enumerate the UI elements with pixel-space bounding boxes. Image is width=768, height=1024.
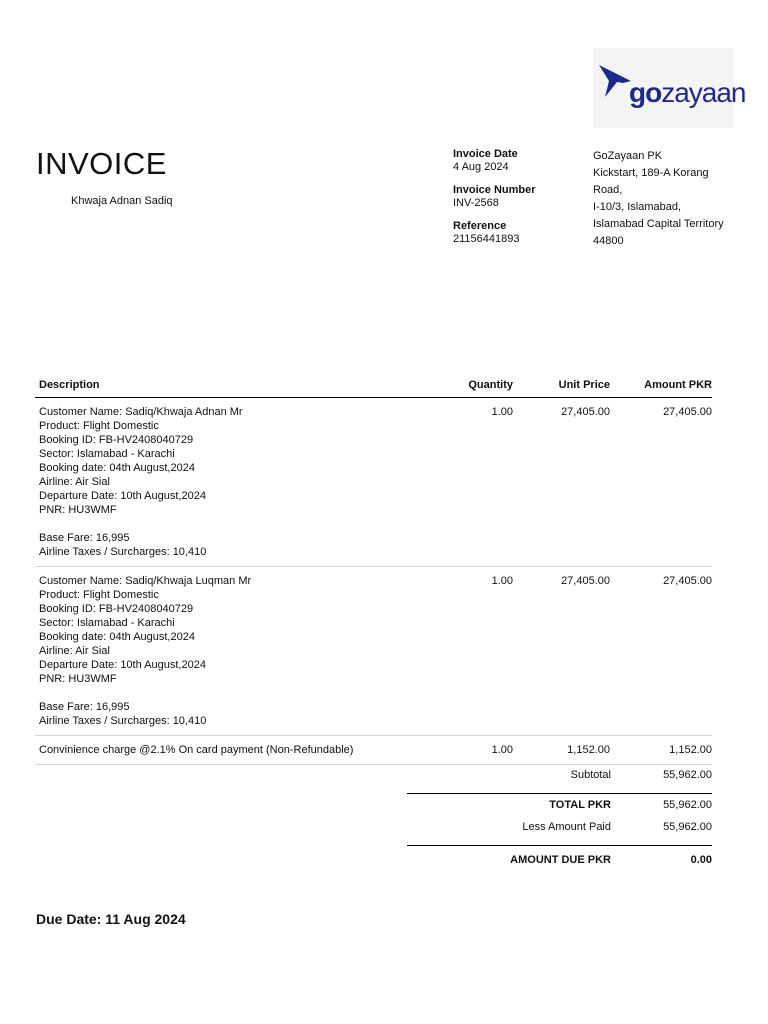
- company-line: GoZayaan PK: [593, 150, 663, 162]
- company-line: 44800: [593, 235, 624, 247]
- company-address: [593, 148, 743, 250]
- total-value: 55,962.00: [663, 799, 712, 811]
- subtotal-row: [407, 764, 712, 786]
- amount-paid-label: Less Amount Paid: [522, 821, 611, 833]
- header-amount: Amount PKR: [644, 378, 712, 391]
- description-line: Airline: Air Sial: [39, 476, 110, 488]
- header-description: Description: [39, 378, 100, 391]
- company-line: Islamabad Capital Territory: [593, 218, 724, 230]
- invoice-title: INVOICE: [36, 146, 167, 181]
- description-line: PNR: HU3WMF: [39, 673, 117, 685]
- description-line: Booking date: 04th August,2024: [39, 462, 195, 474]
- amount-paid-value: 55,962.00: [663, 821, 712, 833]
- description-line: Departure Date: 10th August,2024: [39, 490, 206, 502]
- due-date: Due Date: 11 Aug 2024: [36, 911, 186, 927]
- description-line: Sector: Islamabad - Karachi: [39, 448, 175, 460]
- gozayaan-logo: [593, 48, 746, 128]
- company-line: Road,: [593, 184, 623, 196]
- description-line: Booking ID: FB-HV2408040729: [39, 603, 194, 615]
- row-unit-price: 27,405.00: [561, 406, 610, 418]
- table-row: [35, 736, 712, 765]
- row-quantity: 1.00: [491, 744, 513, 756]
- totals-section: [407, 764, 712, 874]
- row-description: [35, 574, 439, 728]
- invoice-number: INV-2568: [453, 197, 499, 209]
- amount-due-label: AMOUNT DUE PKR: [510, 854, 611, 866]
- table-row: [35, 567, 712, 736]
- table-row: [35, 398, 712, 567]
- description-line: Customer Name: Sadiq/Khwaja Luqman Mr: [39, 575, 252, 587]
- customer-name: Khwaja Adnan Sadiq: [71, 195, 173, 207]
- row-quantity: 1.00: [491, 406, 513, 418]
- total-label: TOTAL PKR: [549, 799, 611, 811]
- description-line: PNR: HU3WMF: [39, 504, 117, 516]
- description-line: Airline Taxes / Surcharges: 10,410: [39, 715, 207, 727]
- description-line: Booking ID: FB-HV2408040729: [39, 434, 194, 446]
- row-unit-price: 1,152.00: [567, 744, 610, 756]
- description-line: Booking date: 04th August,2024: [39, 631, 195, 643]
- description-line: Customer Name: Sadiq/Khwaja Adnan Mr: [39, 406, 243, 418]
- row-quantity: 1.00: [491, 575, 513, 587]
- header-unit-price: Unit Price: [558, 378, 610, 391]
- description-line: Base Fare: 16,995: [39, 701, 130, 713]
- reference-value: 21156441893: [453, 233, 520, 245]
- reference-label: Reference: [453, 220, 507, 232]
- description-line: Base Fare: 16,995: [39, 532, 130, 544]
- description-line: Airline: Air Sial: [39, 645, 110, 657]
- company-line: I-10/3, Islamabad,: [593, 201, 682, 213]
- row-description: [35, 743, 439, 757]
- description-line: Sector: Islamabad - Karachi: [39, 617, 175, 629]
- total-row: [407, 793, 712, 816]
- invoice-date: 4 Aug 2024: [453, 161, 509, 173]
- subtotal-label: Subtotal: [570, 769, 611, 781]
- row-description: [35, 405, 439, 559]
- table-header: [35, 372, 712, 398]
- bird-icon: [597, 63, 633, 97]
- invoice-number-label: Invoice Number: [453, 184, 536, 196]
- header-quantity: Quantity: [468, 378, 513, 391]
- description-line: Convinience charge @2.1% On card payment (Non-Refundable): [39, 744, 354, 756]
- line-items-table: [35, 372, 712, 765]
- row-amount: 27,405.00: [663, 406, 712, 418]
- amount-due-row: [407, 845, 712, 874]
- description-line: [39, 517, 439, 531]
- company-line: Kickstart, 189-A Korang: [593, 167, 709, 179]
- description-line: [39, 686, 439, 700]
- subtotal-value: 55,962.00: [663, 769, 712, 781]
- description-line: Product: Flight Domestic: [39, 589, 159, 601]
- invoice-date-label: Invoice Date: [453, 148, 518, 160]
- description-line: Departure Date: 10th August,2024: [39, 659, 206, 671]
- row-amount: 1,152.00: [669, 744, 712, 756]
- row-amount: 27,405.00: [663, 575, 712, 587]
- description-line: Product: Flight Domestic: [39, 420, 159, 432]
- amount-paid-row: [407, 816, 712, 838]
- logo-wordmark: gozayaan: [629, 77, 746, 108]
- description-line: Airline Taxes / Surcharges: 10,410: [39, 546, 207, 558]
- invoice-meta: [453, 148, 536, 256]
- row-unit-price: 27,405.00: [561, 575, 610, 587]
- amount-due-value: 0.00: [690, 854, 712, 866]
